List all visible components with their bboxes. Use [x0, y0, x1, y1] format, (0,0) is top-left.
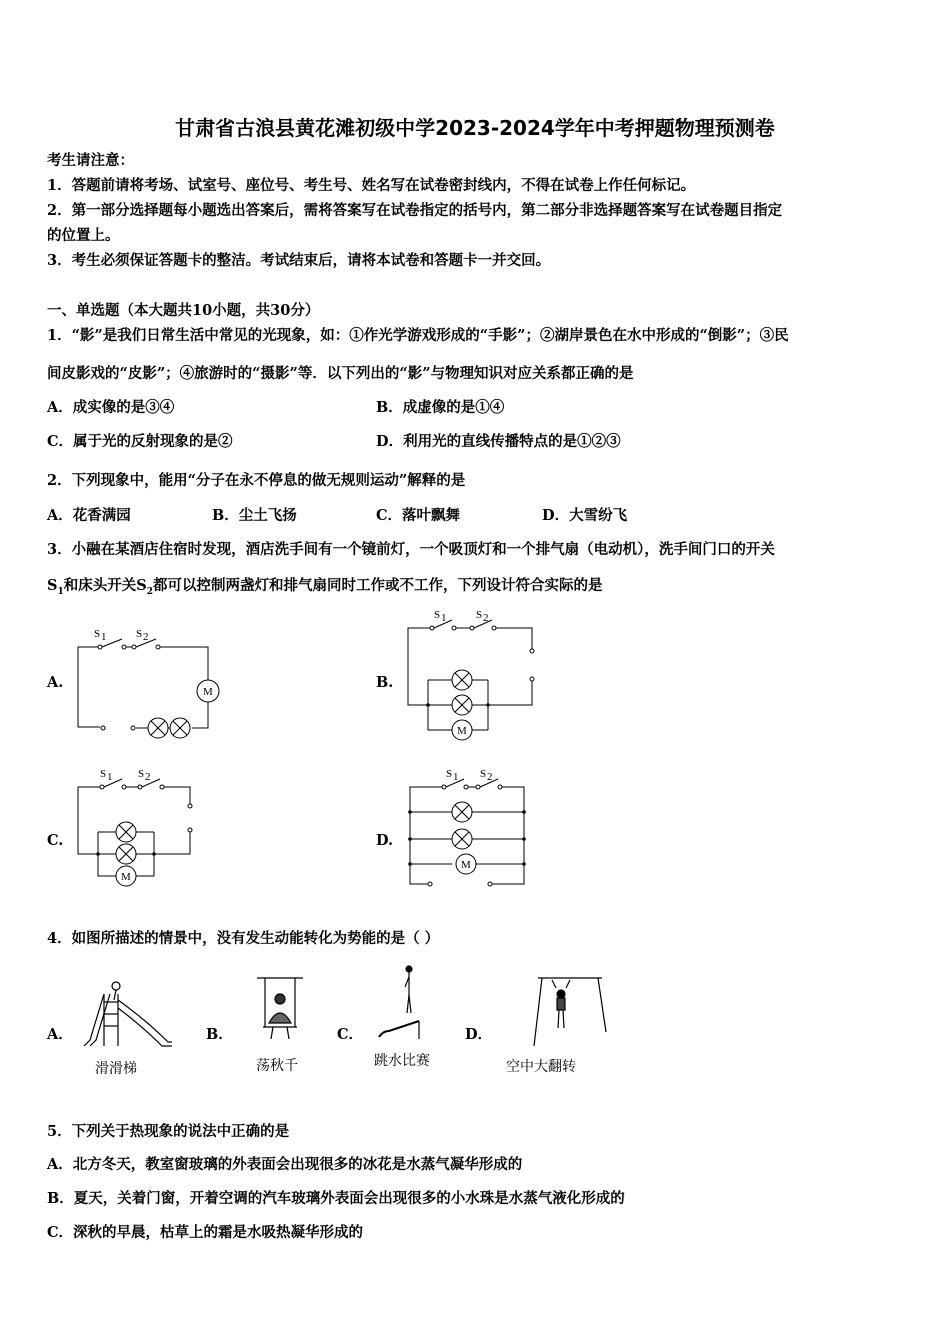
q4-option-b-label: B．: [206, 1026, 233, 1043]
circuit-c-s1-sub: 1: [107, 771, 113, 783]
notice-item-2-cont: 的位置上。: [47, 227, 120, 244]
circuit-c-s1-label: S: [100, 768, 107, 780]
q4-stem: 4．如图所描述的情景中，没有发生动能转化为势能的是（ ）: [47, 930, 440, 947]
q3-stem-line2: [47, 577, 603, 601]
q5-option-a: A．北方冬天，教室窗玻璃的外表面会出现很多的冰花是水蒸气凝华形成的: [47, 1156, 523, 1173]
page-title: 甘肃省古浪县黄花滩初级中学2023-2024学年中考押题物理预测卷: [175, 116, 775, 140]
q5-stem: 5．下列关于热现象的说法中正确的是: [47, 1123, 290, 1140]
circuit-b-svg: [400, 605, 550, 745]
q3-option-a-label: A.: [47, 674, 64, 691]
circuit-b-s1-label: S: [434, 609, 441, 621]
q3-stem-mid: 和床头开关S: [63, 577, 147, 594]
circuit-d-s1-label: S: [446, 768, 453, 780]
circuit-a-motor-label: M: [203, 686, 213, 698]
diving-caption: 跳水比赛: [374, 1053, 430, 1069]
notice-item-2: 2．第一部分选择题每小题选出答案后，需将答案写在试卷指定的括号内，第二部分非选择题答案写在试卷题目指定: [47, 202, 783, 219]
q3-option-c-label: C.: [47, 832, 64, 849]
q3-s1-sub: 1: [57, 586, 64, 597]
q2-option-b: B．尘土飞扬: [212, 507, 297, 524]
notice-item-1: 1．答题前请将考场、试室号、座位号、考生号、姓名写在试卷密封线内，不得在试卷上作任何标记。: [47, 177, 696, 194]
q5-option-b: B．夏天，关着门窗，开着空调的汽车玻璃外表面会出现很多的小水珠是水蒸气液化形成的: [47, 1190, 625, 1207]
slide-caption: 滑滑梯: [95, 1061, 137, 1077]
q3-stem-end: 都可以控制两盏灯和排气扇同时工作或不工作，下列设计符合实际的是: [153, 577, 603, 594]
circuit-a-s2-label: S: [136, 628, 143, 640]
q1-stem-line1: 1．“影”是我们日常生活中常见的光现象，如：①作光学游戏形成的“手影”；②湖岸景色在水中形成的“倒影”；③民: [47, 327, 789, 344]
q3-option-b-label: B.: [376, 674, 394, 691]
gymnastics-picture: [530, 972, 610, 1056]
q2-option-a: A．花香满园: [47, 507, 131, 524]
section-heading: 一、单选题（本大题共10小题，共30分）: [47, 302, 320, 319]
diving-icon: [375, 965, 435, 1047]
swing-caption: 荡秋千: [256, 1058, 298, 1074]
circuit-diagram-c: [70, 764, 210, 898]
circuit-c-s2-sub: 2: [145, 771, 151, 783]
circuit-b-s1-sub: 1: [441, 612, 447, 624]
q3-stem-line1: 3．小融在某酒店住宿时发现，酒店洗手间有一个镜前灯，一个吸顶灯和一个排气扇（电动机），洗手间门口的开关: [47, 541, 775, 558]
gymnastics-caption: 空中大翻转: [506, 1059, 576, 1075]
circuit-c-s2-label: S: [138, 768, 145, 780]
circuit-a-s1-label: S: [94, 628, 101, 640]
diving-picture: [375, 965, 435, 1051]
q2-option-c: C．落叶飘舞: [376, 507, 461, 524]
q2-option-d: D．大雪纷飞: [542, 507, 628, 524]
q1-stem-line2: 间皮影戏的“皮影”；④旅游时的“摄影”等．以下列出的“影”与物理知识对应关系都正确的是: [47, 365, 634, 382]
notice-item-3: 3．考生必须保证答题卡的整洁。考试结束后，请将本试卷和答题卡一并交回。: [47, 252, 551, 269]
gymnastics-icon: [530, 972, 610, 1052]
circuit-a-svg: [70, 622, 220, 742]
swing-picture: [255, 975, 305, 1049]
q1-option-b: B．成虚像的是①④: [376, 399, 505, 416]
circuit-diagram-b: [400, 605, 550, 749]
circuit-diagram-a: [70, 622, 220, 746]
notice-heading: 考生请注意：: [47, 152, 134, 169]
circuit-a-s1-sub: 1: [101, 631, 107, 643]
circuit-b-s2-sub: 2: [483, 612, 489, 624]
circuit-d-s2-label: S: [480, 768, 487, 780]
q1-option-c: C．属于光的反射现象的是②: [47, 433, 233, 450]
circuit-b-s2-label: S: [476, 609, 483, 621]
q5-option-c: C．深秋的早晨，枯草上的霜是水吸热凝华形成的: [47, 1224, 364, 1241]
q3-option-d-label: D.: [376, 832, 394, 849]
q1-option-a: A．成实像的是③④: [47, 399, 175, 416]
circuit-d-motor-label: M: [461, 859, 471, 871]
q3-s1-label: S: [47, 577, 58, 594]
slide-icon: [76, 980, 176, 1052]
q3-s2-sub: 2: [146, 586, 153, 597]
circuit-d-s1-sub: 1: [453, 771, 459, 783]
slide-picture: [76, 980, 176, 1056]
swing-icon: [255, 975, 305, 1045]
q4-option-c-label: C．: [337, 1026, 364, 1043]
q2-stem: 2．下列现象中，能用“分子在永不停息的做无规则运动”解释的是: [47, 472, 466, 489]
circuit-c-motor-label: M: [121, 871, 131, 883]
circuit-d-s2-sub: 2: [487, 771, 493, 783]
circuit-d-svg: [400, 764, 540, 894]
q4-option-a-label: A．: [47, 1026, 73, 1043]
circuit-diagram-d: [400, 764, 540, 898]
q4-option-d-label: D．: [465, 1026, 493, 1043]
circuit-b-motor-label: M: [457, 725, 467, 737]
circuit-a-s2-sub: 2: [143, 631, 149, 643]
circuit-c-svg: [70, 764, 210, 894]
q1-option-d: D．利用光的直线传播特点的是①②③: [376, 433, 621, 450]
